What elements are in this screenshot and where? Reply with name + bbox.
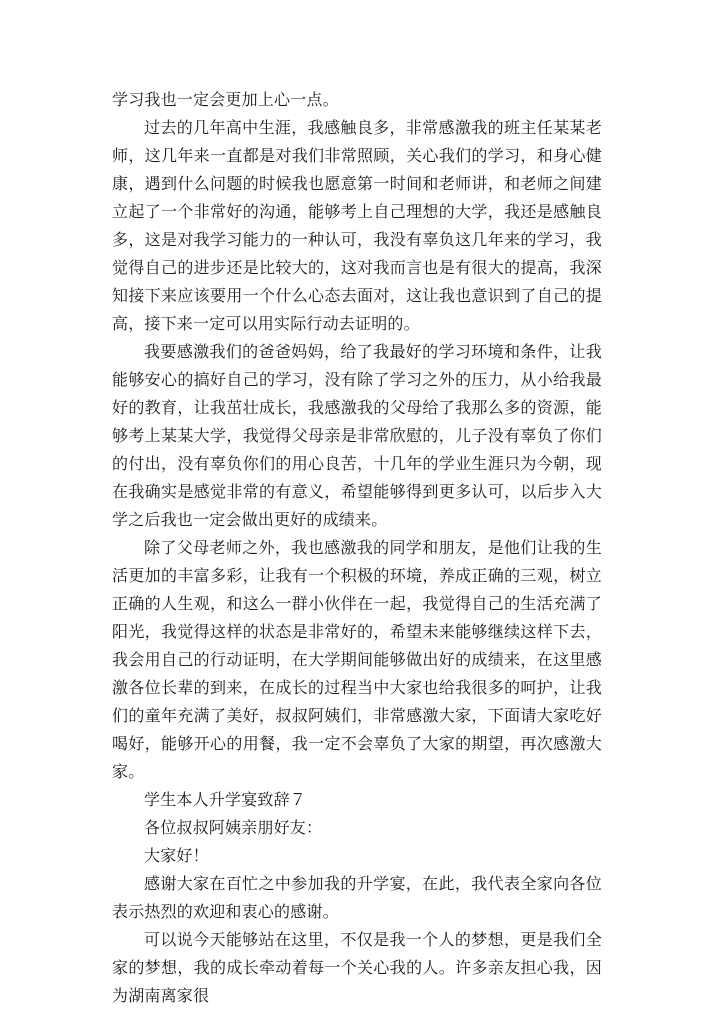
section-heading: 学生本人升学宴致辞７ [144,790,307,809]
greeting: 大家好！ [144,846,209,865]
document-body [112,86,602,1010]
paragraph-parents-thanks: 我要感激我们的爸爸妈妈，给了我最好的学习环境和条件，让我能够安心的搞好自己的学习，没有除了学习之外的压力，从小给我最好的教育，让我茁壮成长，我感激我的父母给了我那么多的资源，能够考上某某大学，我觉得父母亲是非常欣慰的，儿子没有辜负了你们的付出，没有辜负你们的用心良苦，十几年的学业生涯只为今朝，现在我确实是感觉非常的有意义，希望能够得到更多认可，以后步入大学之后我也一定会做出更好的成绩来。 [112,342,602,529]
salutation: 各位叔叔阿姨亲朋好友： [144,818,323,837]
paragraph-continuation: 学习我也一定会更加上心一点。 [112,90,339,109]
paragraph-dream: 可以说今天能够站在这里，不仅是我一个人的梦想，更是我们全家的梦想，我的成长牵动着每一个关心我的人。许多亲友担心我，因为湖南离家很 [112,930,602,1005]
paragraph-friends-thanks: 除了父母老师之外，我也感激我的同学和朋友，是他们让我的生活更加的丰富多彩，让我有一个积极的环境，养成正确的三观，树立正确的人生观，和这么一群小伙伴在一起，我觉得自己的生活充满了阳光，我觉得这样的状态是非常好的，希望未来能够继续这样下去，我会用自己的行动证明，在大学期间能够做出好的成绩来，在这里感激各位长辈的到来，在成长的过程当中大家也给我很多的呵护，让我们的童年充满了美好，叔叔阿姨们，非常感激大家，下面请大家吃好喝好，能够开心的用餐，我一定不会辜负了大家的期望，再次感激大家。 [112,538,602,781]
paragraph-welcome: 感谢大家在百忙之中参加我的升学宴，在此，我代表全家向各位表示热烈的欢迎和衷心的感谢。 [112,874,602,921]
paragraph-teacher-thanks: 过去的几年高中生涯，我感触良多，非常感激我的班主任某某老师，这几年来一直都是对我们非常照顾，关心我们的学习，和身心健康，遇到什么问题的时候我也愿意第一时间和老师讲，和老师之间建立起了一个非常好的沟通，能够考上自己理想的大学，我还是感触良多，这是对我学习能力的一种认可，我没有辜负这几年来的学习，我觉得自己的进步还是比较大的，这对我而言也是有很大的提高，我深知接下来应该要用一个什么心态去面对，这让我也意识到了自己的提高，接下来一定可以用实际行动去证明的。 [112,118,602,333]
